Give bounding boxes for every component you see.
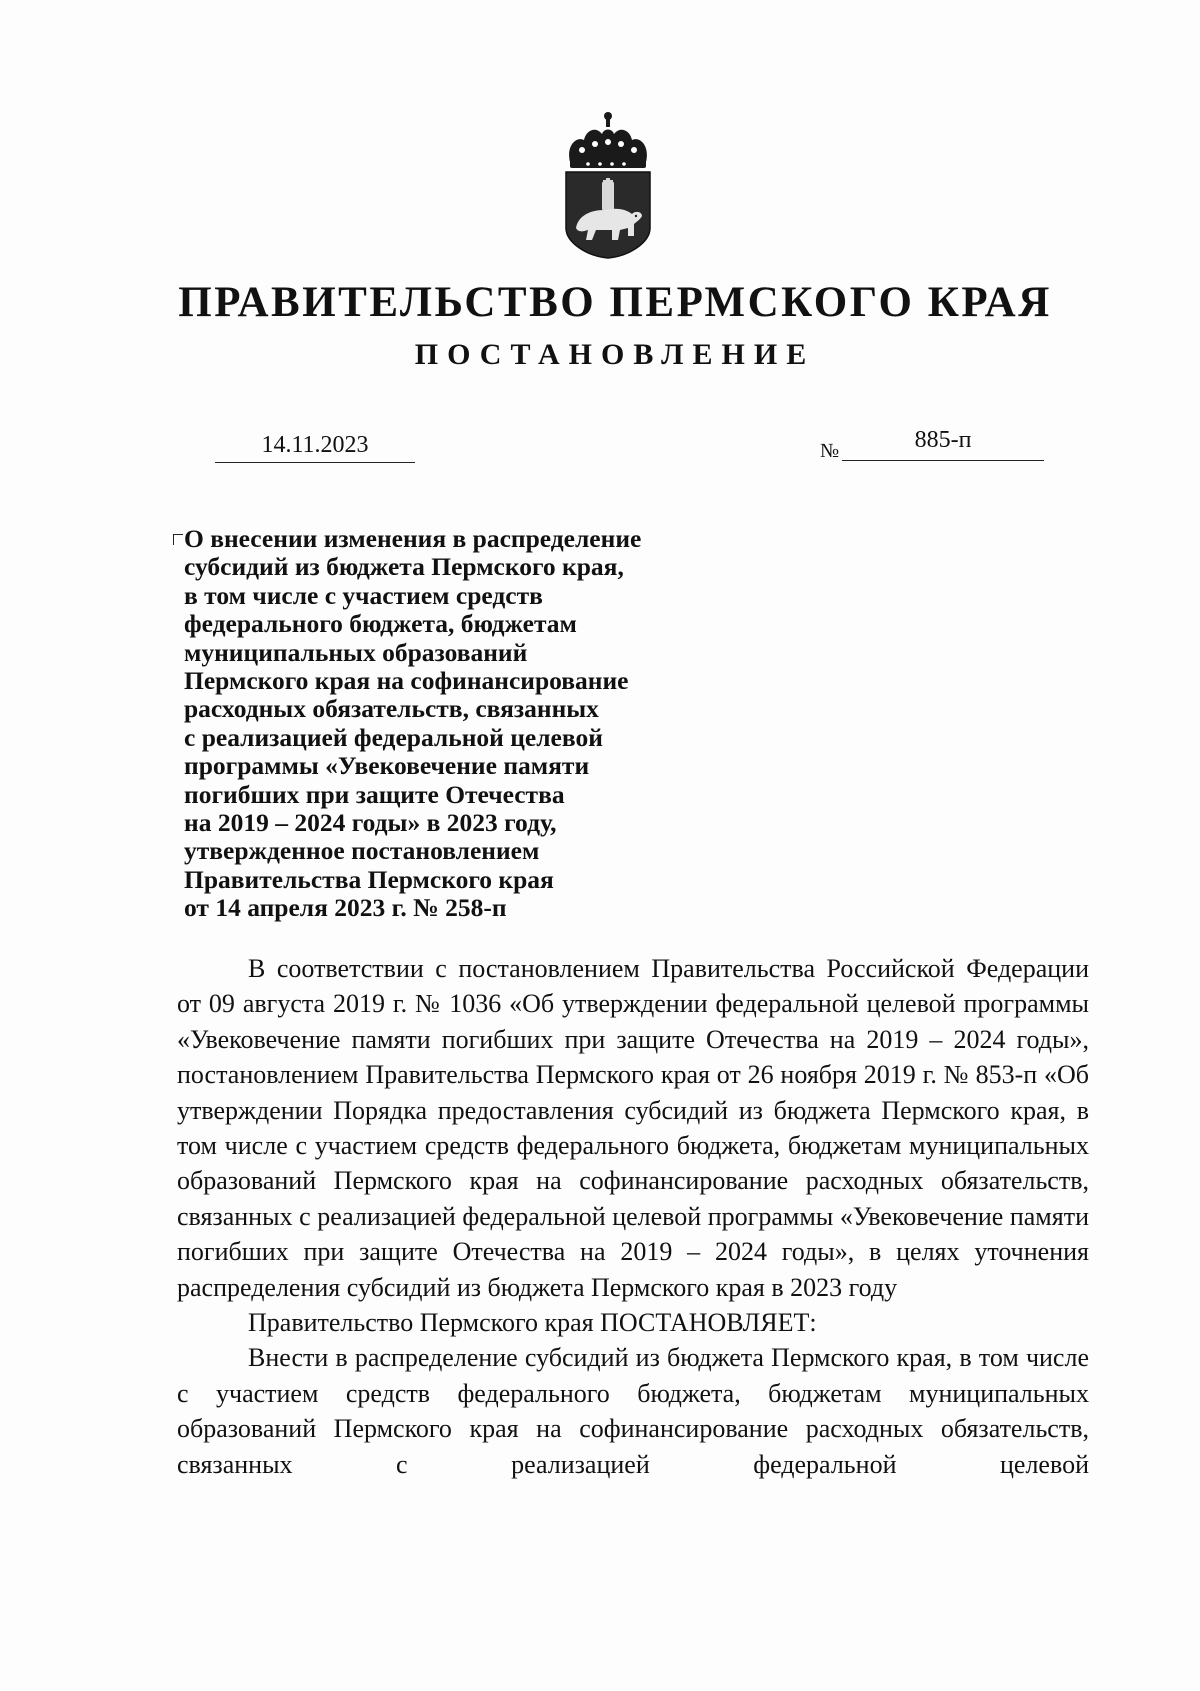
document-date: 14.11.2023: [215, 428, 415, 463]
government-title: ПРАВИТЕЛЬСТВО ПЕРМСКОГО КРАЯ: [178, 279, 1052, 326]
document-subject: О внесении изменения в распределение субсидий из бюджета Пермского края, в том числе с участием средств федерального бюджета, бюджетам муниципальных образований Пермского края на софинансирование расходных обязательств, связанных с реализацией федеральной целевой программы «Увековечение памяти погибших при защите Отечества на 2019 – 2024 годы» в 2023 году, утвержденное постановлением Правительства Пермского края от 14 апреля 2023 г. № 258-п: [184, 524, 642, 923]
number-sign: №: [820, 440, 840, 462]
document-number: 885-п: [842, 424, 1044, 461]
coat-of-arms-icon: [560, 110, 656, 260]
body-paragraph-1: В соответствии с постановлением Правительства Российской Федерации от 09 августа 2019 г. № 1036 «Об утверждении федеральной целевой программы «Увековечение памяти погибших при защите Отечества на 2019 – 2024 годы», постановлением Правительства Пермского края от 26 ноября 2019 г. № 853-п «Об утверждении Порядка предоставления субсидий из бюджета Пермского края, в том числе с участием средств федерального бюджета, бюджетам муниципальных образований Пермского края на софинансирование расходных обязательств, связанных с реализацией федеральной целевой программы «Увековечение памяти погибших при защите Отечества на 2019 – 2024 годы», в целях уточнения распределения субсидий из бюджета Пермского края в 2023 году: [177, 954, 1089, 1302]
body-paragraph-2: Правительство Пермского края ПОСТАНОВЛЯЕТ:: [248, 1308, 817, 1338]
body-paragraph-3: Внести в распределение субсидий из бюджета Пермского края, в том числе с участием средств федерального бюджета, бюджетам муниципальных образований Пермского края на софинансирование расходных обязательств, связанных с реализацией федеральной целевой: [177, 1343, 1089, 1479]
document-body: [177, 951, 1089, 1482]
subject-corner-mark: [173, 534, 183, 545]
document-type: ПОСТАНОВЛЕНИЕ: [414, 338, 816, 371]
